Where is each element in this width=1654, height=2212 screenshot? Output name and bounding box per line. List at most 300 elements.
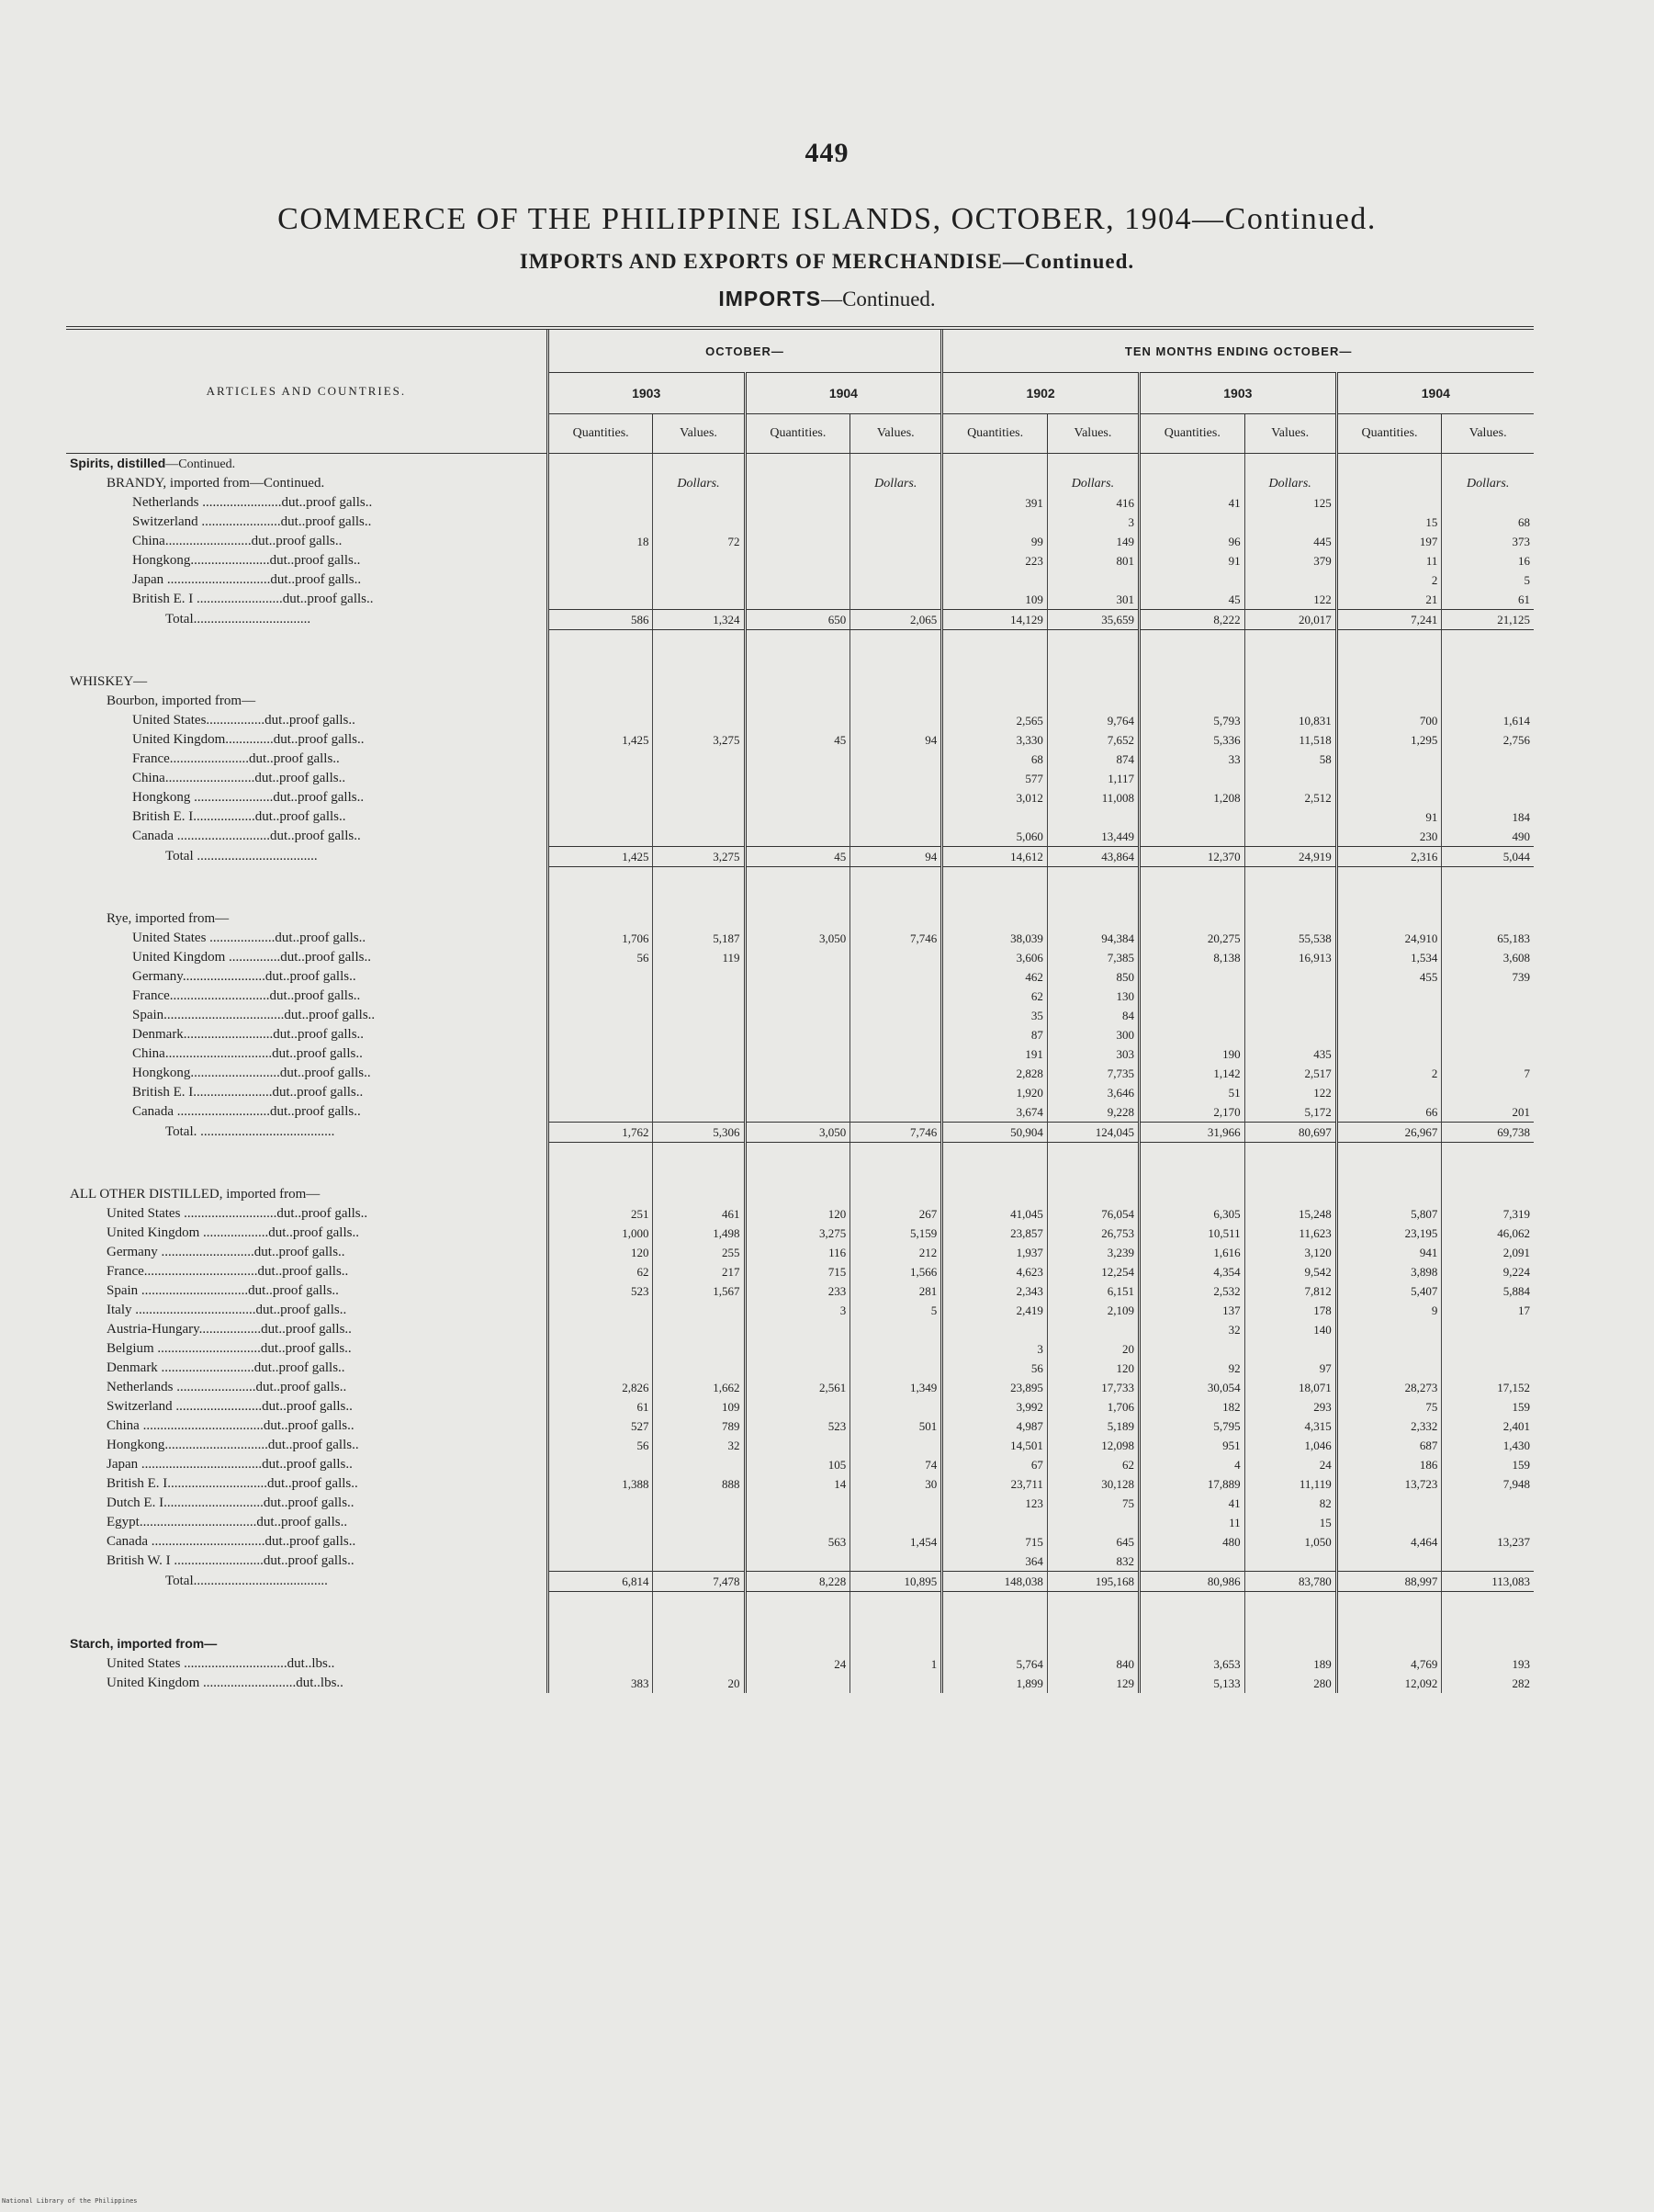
value-cell: 3,239 [1047,1243,1139,1262]
value-cell: 281 [850,1281,942,1301]
value-cell: 301 [1047,590,1139,610]
value-cell: 94 [850,730,942,750]
quantity-cell [745,570,850,590]
empty-cell [547,909,653,929]
quantity-cell [547,750,653,769]
quantity-cell: 6,814 [547,1572,653,1592]
value-cell: 5,044 [1442,847,1534,867]
section-row [66,1634,1534,1654]
empty-cell [653,909,745,929]
value-cell: 16 [1442,551,1534,570]
empty-cell [1336,454,1442,475]
value-cell [653,750,745,769]
row-label: France.......................dut..proof galls.. [132,751,340,766]
quantity-cell [547,493,653,513]
total-row [66,847,1534,867]
empty-cell [1047,867,1139,910]
quantity-cell: 38,039 [942,929,1048,948]
empty-cell [942,630,1048,673]
value-cell: 16,913 [1244,948,1336,967]
value-cell [850,827,942,847]
empty-cell [850,454,942,475]
empty-cell [653,672,745,692]
value-cell: 1,046 [1244,1436,1336,1455]
table-row [66,1025,1534,1044]
empty-cell [1244,1634,1336,1654]
value-cell [653,590,745,610]
empty-cell [745,1592,850,1635]
value-cell: 379 [1244,551,1336,570]
quantity-cell [1139,1006,1244,1025]
section-suffix: —Continued. [821,288,936,310]
quantity-cell: 2 [1336,570,1442,590]
row-label: British E. I.......................dut..proof galls.. [132,1085,364,1100]
value-cell: 24,919 [1244,847,1336,867]
empty-cell [1139,1143,1244,1186]
row-label: United States ...........................dut..proof galls.. [107,1206,368,1221]
value-cell: 6,151 [1047,1281,1139,1301]
empty-cell [942,1143,1048,1186]
quantity-cell [547,1654,653,1674]
value-cell: 109 [653,1397,745,1416]
total-row [66,1572,1534,1592]
quantity-cell: 523 [745,1416,850,1436]
header-year: 1903 [1139,373,1336,414]
quantity-cell: 383 [547,1674,653,1693]
quantity-cell [547,1532,653,1552]
value-cell [653,1359,745,1378]
quantity-cell: 68 [942,750,1048,769]
value-cell [850,1083,942,1102]
empty-cell [745,474,850,493]
quantity-cell [942,570,1048,590]
quantity-cell: 462 [942,967,1048,987]
value-cell: 159 [1442,1455,1534,1474]
quantity-cell [547,551,653,570]
header-year: 1902 [942,373,1140,414]
row-label: Netherlands .......................dut..proof galls.. [107,1380,347,1394]
quantity-cell [1139,807,1244,827]
quantity-cell: 92 [1139,1359,1244,1378]
value-cell: 1,614 [1442,711,1534,730]
quantity-cell [1336,1494,1442,1513]
empty-cell [745,692,850,711]
empty-cell [850,692,942,711]
value-cell: 5,306 [653,1123,745,1143]
value-cell: 832 [1047,1552,1139,1572]
row-label: British E. I .........................dut..proof galls.. [132,592,374,607]
value-cell: 65,183 [1442,929,1534,948]
value-cell: 2,512 [1244,788,1336,807]
quantity-cell: 28,273 [1336,1378,1442,1397]
commerce-table [66,326,1534,1693]
value-cell [1442,1552,1534,1572]
quantity-cell [745,711,850,730]
quantity-cell: 23,711 [942,1474,1048,1494]
empty-cell [745,630,850,673]
quantity-cell [1139,570,1244,590]
value-cell: 12,254 [1047,1262,1139,1281]
value-cell: 280 [1244,1674,1336,1693]
value-cell [1047,570,1139,590]
quantity-cell: 31,966 [1139,1123,1244,1143]
empty-cell [1336,630,1442,673]
quantity-cell [745,807,850,827]
quantity-cell: 23,857 [942,1224,1048,1243]
table-row [66,1513,1534,1532]
empty-cell [850,1634,942,1654]
value-cell: 1,498 [653,1224,745,1243]
value-cell: 15,248 [1244,1204,1336,1224]
spacer [66,630,547,673]
table-row [66,493,1534,513]
quantity-cell: 1,762 [547,1123,653,1143]
value-cell [850,750,942,769]
value-cell [653,493,745,513]
quantity-cell [547,1513,653,1532]
value-cell [653,1532,745,1552]
value-cell: 789 [653,1416,745,1436]
quantity-cell: 7,241 [1336,610,1442,630]
value-cell [850,1006,942,1025]
quantity-cell: 2 [1336,1064,1442,1083]
empty-cell [1139,474,1244,493]
quantity-cell [1336,1083,1442,1102]
table-row [66,1654,1534,1674]
row-label: Hongkong..........................dut..proof galls.. [132,1066,371,1080]
value-cell [850,769,942,788]
empty-cell [1336,672,1442,692]
value-cell: 11,623 [1244,1224,1336,1243]
quantity-cell: 3,050 [745,929,850,948]
empty-cell [653,1143,745,1186]
quantity-cell: 577 [942,769,1048,788]
empty-cell [1244,672,1336,692]
table-row [66,987,1534,1006]
quantity-cell: 67 [942,1455,1048,1474]
empty-cell [1047,909,1139,929]
empty-cell [942,1634,1048,1654]
value-cell [1442,1359,1534,1378]
value-cell [850,1552,942,1572]
value-cell [653,1083,745,1102]
value-cell: 84 [1047,1006,1139,1025]
header-quantities: Quantities. [1139,414,1244,454]
quantity-cell [942,1513,1048,1532]
value-cell: 3,275 [653,847,745,867]
empty-cell [1139,909,1244,929]
value-cell [653,1044,745,1064]
empty-cell [1047,1143,1139,1186]
value-cell: 282 [1442,1674,1534,1693]
quantity-cell [547,1083,653,1102]
quantity-cell: 24,910 [1336,929,1442,948]
quantity-cell: 715 [942,1532,1048,1552]
value-cell: 140 [1244,1320,1336,1339]
quantity-cell [745,967,850,987]
value-cell [850,1359,942,1378]
quantity-cell: 4,464 [1336,1532,1442,1552]
quantity-cell [547,1359,653,1378]
table-row [66,1044,1534,1064]
header-quantities: Quantities. [547,414,653,454]
value-cell: 17 [1442,1301,1534,1320]
value-cell [850,1320,942,1339]
empty-cell [1047,1592,1139,1635]
quantity-cell [1336,987,1442,1006]
quantity-cell: 96 [1139,532,1244,551]
quantity-cell [745,1025,850,1044]
quantity-cell: 1,616 [1139,1243,1244,1262]
section-row [66,1185,1534,1204]
value-cell [1244,967,1336,987]
row-label: United Kingdom ...................dut..proof galls.. [107,1225,359,1240]
table-row [66,551,1534,570]
quantity-cell [745,493,850,513]
quantity-cell [745,827,850,847]
value-cell: 12,098 [1047,1436,1139,1455]
value-cell: 43,864 [1047,847,1139,867]
value-cell [653,551,745,570]
value-cell [1442,788,1534,807]
value-cell [1244,1339,1336,1359]
empty-cell [1442,672,1534,692]
value-cell: 2,756 [1442,730,1534,750]
value-cell: 3,608 [1442,948,1534,967]
empty-cell [653,867,745,910]
value-cell: 30 [850,1474,942,1494]
value-cell: 32 [653,1436,745,1455]
value-cell: 5,884 [1442,1281,1534,1301]
quantity-cell [547,570,653,590]
value-cell: 69,738 [1442,1123,1534,1143]
empty-cell [653,630,745,673]
value-cell: 2,065 [850,610,942,630]
empty-cell [1442,454,1534,475]
quantity-cell: 3,606 [942,948,1048,967]
quantity-cell [547,788,653,807]
value-cell: 217 [653,1262,745,1281]
quantity-cell [1336,750,1442,769]
empty-cell [1442,1185,1534,1204]
quantity-cell [745,1006,850,1025]
row-label: Switzerland .........................dut..proof galls.. [107,1399,353,1414]
quantity-cell: 35 [942,1006,1048,1025]
table-row [66,711,1534,730]
value-cell: 122 [1244,590,1336,610]
quantity-cell [942,1320,1048,1339]
value-cell [1442,1044,1534,1064]
header-articles: ARTICLES AND COUNTRIES. [66,328,547,454]
value-cell: 3,120 [1244,1243,1336,1262]
row-label: United States ...................dut..proof galls.. [132,931,366,945]
quantity-cell [745,1064,850,1083]
quantity-cell [547,1552,653,1572]
value-cell: 20 [653,1674,745,1693]
table-row [66,1397,1534,1416]
value-cell: 3,646 [1047,1083,1139,1102]
unit-label: Dollars. [653,474,745,493]
value-cell: 13,237 [1442,1532,1534,1552]
value-cell: 124,045 [1047,1123,1139,1143]
value-cell [850,1339,942,1359]
empty-cell [850,867,942,910]
header-year: 1904 [745,373,942,414]
value-cell: 55,538 [1244,929,1336,948]
quantity-cell [1336,1513,1442,1532]
quantity-cell: 364 [942,1552,1048,1572]
empty-cell [942,672,1048,692]
value-cell: 888 [653,1474,745,1494]
quantity-cell: 5,764 [942,1654,1048,1674]
quantity-cell [547,711,653,730]
quantity-cell [745,1083,850,1102]
section-label-suffix: —Continued. [165,457,236,471]
value-cell [1442,1320,1534,1339]
empty-cell [745,672,850,692]
value-cell: 1,050 [1244,1532,1336,1552]
value-cell: 255 [653,1243,745,1262]
value-cell: 120 [1047,1359,1139,1378]
quantity-cell: 2,532 [1139,1281,1244,1301]
quantity-cell: 62 [547,1262,653,1281]
table-row [66,1281,1534,1301]
row-label: United States ..............................dut..lbs.. [107,1656,335,1671]
unit-label: Dollars. [850,474,942,493]
row-label: France.................................dut..proof galls.. [107,1264,349,1279]
row-label: Egypt..................................dut..proof galls.. [107,1515,348,1529]
value-cell: 267 [850,1204,942,1224]
value-cell: 17,733 [1047,1378,1139,1397]
quantity-cell [745,788,850,807]
quantity-cell [745,750,850,769]
value-cell: 840 [1047,1654,1139,1674]
quantity-cell: 1,000 [547,1224,653,1243]
section-row [66,692,1534,711]
quantity-cell: 5,807 [1336,1204,1442,1224]
value-cell [850,788,942,807]
quantity-cell: 8,222 [1139,610,1244,630]
quantity-cell: 4,769 [1336,1654,1442,1674]
quantity-cell: 230 [1336,827,1442,847]
table-row [66,730,1534,750]
value-cell: 7,385 [1047,948,1139,967]
quantity-cell: 2,170 [1139,1102,1244,1123]
empty-cell [1244,630,1336,673]
empty-cell [850,1592,942,1635]
quantity-cell [745,551,850,570]
empty-cell [547,1143,653,1186]
value-cell: 1,566 [850,1262,942,1281]
empty-cell [1139,672,1244,692]
row-label: United Kingdom..............dut..proof galls.. [132,732,365,747]
value-cell: 7 [1442,1064,1534,1083]
quantity-cell: 18 [547,532,653,551]
empty-cell [1442,1634,1534,1654]
quantity-cell [745,1320,850,1339]
table-row [66,590,1534,610]
row-label: ALL OTHER DISTILLED, imported from— [70,1187,321,1202]
value-cell [1442,769,1534,788]
header-values: Values. [1442,414,1534,454]
spacer [66,1143,547,1186]
value-cell [653,570,745,590]
quantity-cell: 455 [1336,967,1442,987]
quantity-cell: 523 [547,1281,653,1301]
quantity-cell: 109 [942,590,1048,610]
empty-cell [1139,1634,1244,1654]
quantity-cell: 2,565 [942,711,1048,730]
quantity-cell: 480 [1139,1532,1244,1552]
value-cell: 7,478 [653,1572,745,1592]
table-row [66,769,1534,788]
table-row [66,1532,1534,1552]
table-row [66,948,1534,967]
value-cell: 80,697 [1244,1123,1336,1143]
value-cell: 122 [1244,1083,1336,1102]
unit-label: Dollars. [1244,474,1336,493]
value-cell: 201 [1442,1102,1534,1123]
value-cell [653,788,745,807]
quantity-cell: 41 [1139,493,1244,513]
value-cell [1442,1006,1534,1025]
value-cell: 113,083 [1442,1572,1534,1592]
quantity-cell: 197 [1336,532,1442,551]
quantity-cell [745,1674,850,1693]
empty-cell [547,672,653,692]
quantity-cell [547,1006,653,1025]
value-cell: 1,706 [1047,1397,1139,1416]
quantity-cell: 1,425 [547,847,653,867]
value-cell: 83,780 [1244,1572,1336,1592]
quantity-cell: 3,674 [942,1102,1048,1123]
value-cell: 30,128 [1047,1474,1139,1494]
table-row [66,1006,1534,1025]
quantity-cell [547,1064,653,1083]
quantity-cell [1139,967,1244,987]
unit-label: Dollars. [1047,474,1139,493]
quantity-cell [745,987,850,1006]
quantity-cell: 99 [942,532,1048,551]
empty-cell [1336,692,1442,711]
quantity-cell [1139,1025,1244,1044]
empty-cell [547,867,653,910]
value-cell: 10,831 [1244,711,1336,730]
quantity-cell: 941 [1336,1243,1442,1262]
value-cell: 97 [1244,1359,1336,1378]
header-year: 1904 [1336,373,1534,414]
table-row [66,967,1534,987]
quantity-cell: 91 [1336,807,1442,827]
empty-cell [1139,692,1244,711]
value-cell [1047,1513,1139,1532]
empty-cell [547,1592,653,1635]
footer-credit: National Library of the Philippines [2,2197,138,2205]
value-cell: 149 [1047,532,1139,551]
quantity-cell [1336,1359,1442,1378]
quantity-cell [745,948,850,967]
quantity-cell: 11 [1336,551,1442,570]
value-cell: 7,652 [1047,730,1139,750]
row-label: Switzerland .......................dut..proof galls.. [132,514,372,529]
value-cell [653,827,745,847]
empty-cell [1047,1634,1139,1654]
value-cell: 303 [1047,1044,1139,1064]
value-cell [850,1674,942,1693]
quantity-cell: 116 [745,1243,850,1262]
row-label: BRANDY, imported from—Continued. [107,476,325,491]
value-cell: 1,662 [653,1378,745,1397]
